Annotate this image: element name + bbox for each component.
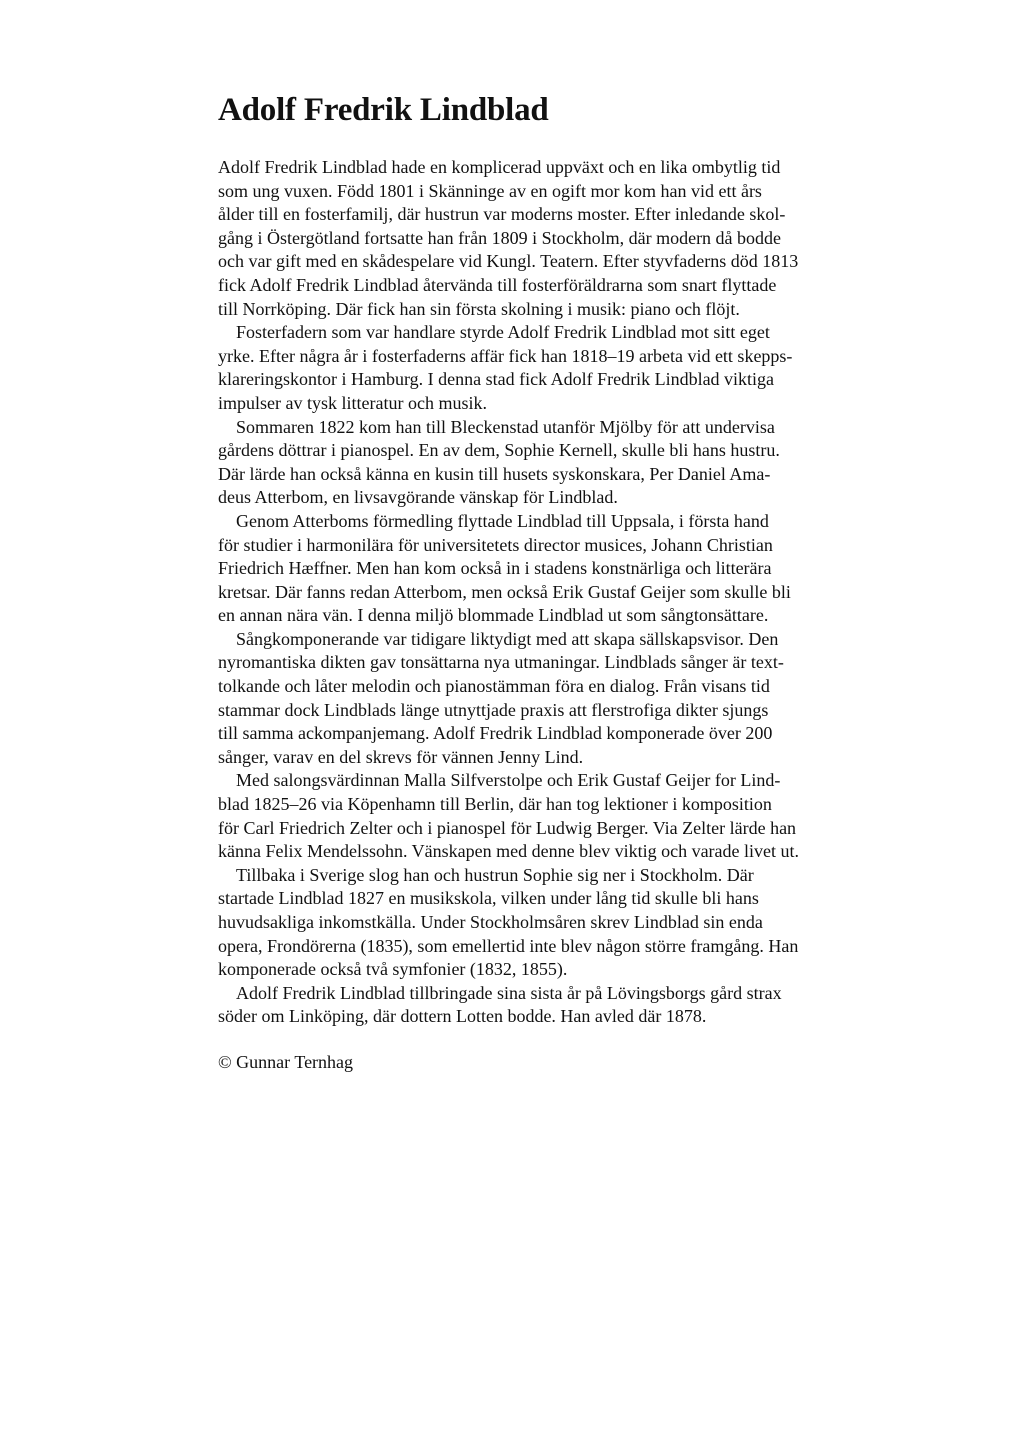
text-line: blad 1825–26 via Köpenhamn till Berlin, där han tog lektioner i komposition bbox=[218, 794, 772, 815]
text-line: till Norrköping. Där fick han sin första skolning i musik: piano och flöjt. bbox=[218, 298, 740, 319]
text-line: och var gift med en skådespelare vid Kungl. Teatern. Efter styvfaderns död 1813 bbox=[218, 251, 799, 272]
text-line: komponerade också två symfonier (1832, 1855). bbox=[218, 959, 568, 980]
text-line: startade Lindblad 1827 en musikskola, vilken under lång tid skulle bli hans bbox=[218, 888, 759, 909]
text-line: deus Atterbom, en livsavgörande vänskap för Lindblad. bbox=[218, 487, 618, 508]
text-line: söder om Linköping, där dottern Lotten bodde. Han avled där 1878. bbox=[218, 1006, 707, 1027]
paragraph-1 bbox=[218, 156, 838, 321]
text-line: stammar dock Lindblads länge utnyttjade praxis att flerstrofiga dikter sjungs bbox=[218, 699, 769, 720]
paragraph-2 bbox=[218, 321, 838, 415]
paragraph-7 bbox=[218, 864, 838, 982]
text-line: sånger, varav en del skrevs för vännen Jenny Lind. bbox=[218, 746, 584, 767]
text-line: känna Felix Mendelssohn. Vänskapen med denne blev viktig och varade livet ut. bbox=[218, 841, 800, 862]
paragraph-8 bbox=[218, 982, 838, 1029]
text-line: Sommaren 1822 kom han till Bleckenstad utanför Mjölby för att undervisa bbox=[236, 416, 775, 437]
text-line: ålder till en fosterfamilj, där hustrun var moderns moster. Efter inledande skol- bbox=[218, 204, 786, 225]
text-line: nyromantiska dikten gav tonsättarna nya utmaningar. Lindblads sånger är text- bbox=[218, 652, 784, 673]
text-line: Friedrich Hæffner. Men han kom också in i stadens konstnärliga och litterära bbox=[218, 558, 772, 579]
text-line: som ung vuxen. Född 1801 i Skänninge av en ogift mor kom han vid ett års bbox=[218, 180, 762, 201]
text-line: Fosterfadern som var handlare styrde Adolf Fredrik Lindblad mot sitt eget bbox=[236, 322, 770, 343]
text-line: kretsar. Där fanns redan Atterbom, men också Erik Gustaf Geijer som skulle bli bbox=[218, 581, 791, 602]
text-line: för studier i harmonilära för universitetets director musices, Johann Christian bbox=[218, 534, 773, 555]
paragraph-4 bbox=[218, 510, 838, 628]
text-line: Adolf Fredrik Lindblad tillbringade sina sista år på Lövingsborgs gård strax bbox=[236, 982, 782, 1003]
text-line: yrke. Efter några år i fosterfaderns affär fick han 1818–19 arbeta vid ett skepps- bbox=[218, 345, 793, 366]
text-line: Där lärde han också känna en kusin till husets syskonskara, Per Daniel Ama- bbox=[218, 463, 771, 484]
article-body bbox=[218, 156, 838, 1029]
copyright-notice: © Gunnar Ternhag bbox=[218, 1051, 354, 1072]
text-line: Med salongsvärdinnan Malla Silfverstolpe och Erik Gustaf Geijer for Lind- bbox=[236, 770, 781, 791]
text-line: opera, Frondörerna (1835), som emellertid inte blev någon större framgång. Han bbox=[218, 935, 799, 956]
text-line: gårdens döttrar i pianospel. En av dem, Sophie Kernell, skulle bli hans hustru. bbox=[218, 440, 780, 461]
document-page bbox=[218, 88, 838, 1074]
text-line: för Carl Friedrich Zelter och i pianospel för Ludwig Berger. Via Zelter lärde han bbox=[218, 817, 797, 838]
text-line: huvudsakliga inkomstkälla. Under Stockholmsåren skrev Lindblad sin enda bbox=[218, 912, 763, 932]
text-line: fick Adolf Fredrik Lindblad återvända till fosterföräldrarna som snart flyttade bbox=[218, 274, 777, 295]
text-line: impulser av tysk litteratur och musik. bbox=[218, 392, 487, 413]
text-line: gång i Östergötland fortsatte han från 1809 i Stockholm, där modern då bodde bbox=[218, 227, 782, 248]
paragraph-5 bbox=[218, 628, 838, 770]
text-line: Tillbaka i Sverige slog han och hustrun Sophie sig ner i Stockholm. Där bbox=[236, 864, 754, 885]
text-line: till samma ackompanjemang. Adolf Fredrik Lindblad komponerade över 200 bbox=[218, 723, 773, 744]
text-line: tolkande och låter melodin och pianostämman föra en dialog. Från visans tid bbox=[218, 676, 770, 697]
paragraph-3 bbox=[218, 416, 838, 510]
text-line: klareringskontor i Hamburg. I denna stad fick Adolf Fredrik Lindblad viktiga bbox=[218, 369, 775, 390]
paragraph-6 bbox=[218, 769, 838, 863]
text-line: Genom Atterboms förmedling flyttade Lindblad till Uppsala, i första hand bbox=[236, 510, 769, 531]
text-line: Adolf Fredrik Lindblad hade en komplicerad uppväxt och en lika ombytlig tid bbox=[218, 157, 781, 177]
text-line: Sångkomponerande var tidigare liktydigt med att skapa sällskapsvisor. Den bbox=[236, 628, 779, 649]
text-line: en annan nära vän. I denna miljö blommade Lindblad ut som sångtonsättare. bbox=[218, 605, 769, 626]
page-title: Adolf Fredrik Lindblad bbox=[218, 92, 549, 128]
